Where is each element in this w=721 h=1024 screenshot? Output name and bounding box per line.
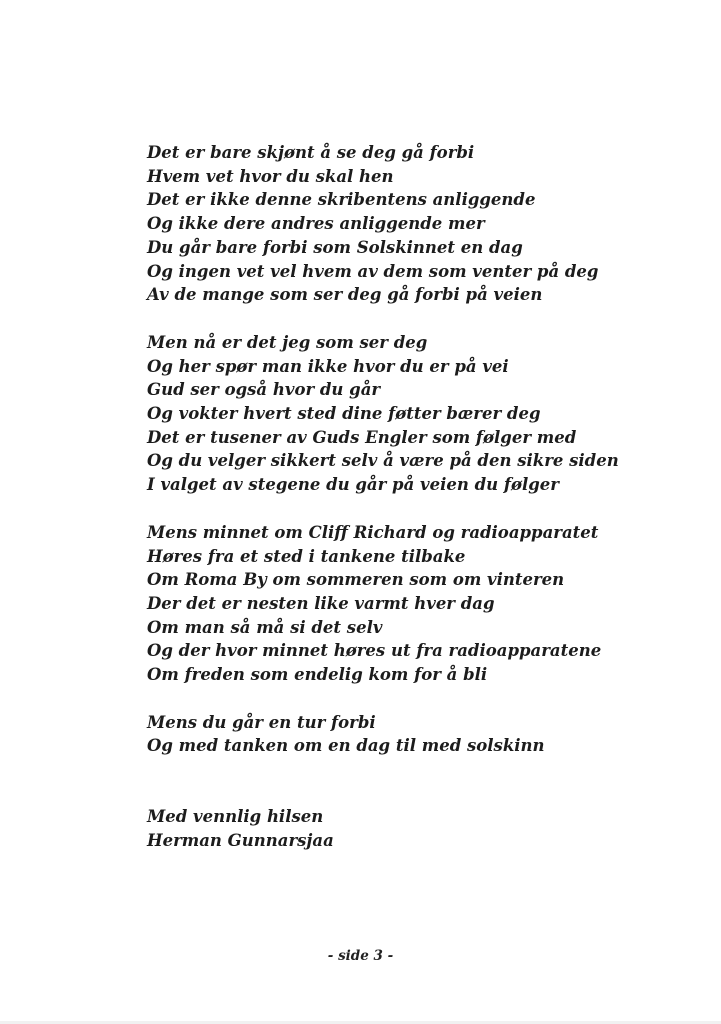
- poem-line: Høres fra et sted i tankene tilbake: [147, 546, 466, 566]
- poem-line: Hvem vet hvor du skal hen: [147, 166, 394, 186]
- page-number-footer: - side 3 -: [327, 948, 394, 964]
- poem-line: Og her spør man ikke hvor du er på vei: [147, 356, 509, 376]
- poem-line: Av de mange som ser deg gå forbi på veien: [147, 285, 543, 305]
- poem-line: Der det er nesten like varmt hver dag: [147, 593, 495, 613]
- stanza-2: [147, 331, 687, 497]
- poem-line: Om man så må si det selv: [147, 617, 383, 637]
- poem-body: [147, 141, 687, 877]
- poem-line: Og ingen vet vel hvem av dem som venter på deg: [147, 261, 599, 281]
- poem-line: I valget av stegene du går på veien du følger: [147, 475, 560, 495]
- poem-line: Det er ikke denne skribentens anliggende: [147, 190, 536, 210]
- stanza-1: [147, 141, 687, 307]
- poem-line: Gud ser også hvor du går: [147, 380, 381, 400]
- stanza-4: [147, 711, 687, 758]
- signature-name: Herman Gunnarsjaa: [147, 830, 334, 850]
- signature-block: [147, 805, 687, 852]
- poem-line: Men nå er det jeg som ser deg: [147, 332, 428, 352]
- poem-line: Og ikke dere andres anliggende mer: [147, 214, 485, 234]
- poem-line: Og der hvor minnet høres ut fra radioapparatene: [147, 641, 602, 661]
- poem-line: Og du velger sikkert selv å være på den sikre siden: [147, 451, 619, 471]
- poem-line: Det er tusener av Guds Engler som følger med: [147, 427, 577, 447]
- poem-line: Om freden som endelig kom for å bli: [147, 665, 488, 685]
- poem-line: Og med tanken om en dag til med solskinn: [147, 736, 545, 756]
- poem-line: Om Roma By om sommeren som om vinteren: [147, 570, 565, 590]
- poem-line: Mens minnet om Cliff Richard og radioapparatet: [147, 522, 599, 542]
- signature-salutation: Med vennlig hilsen: [147, 807, 324, 827]
- poem-line: Og vokter hvert sted dine føtter bærer deg: [147, 404, 541, 424]
- stanza-3: [147, 521, 687, 687]
- poem-line: Det er bare skjønt å se deg gå forbi: [147, 143, 475, 162]
- poem-line: Du går bare forbi som Solskinnet en dag: [147, 237, 523, 257]
- poem-line: Mens du går en tur forbi: [147, 712, 376, 732]
